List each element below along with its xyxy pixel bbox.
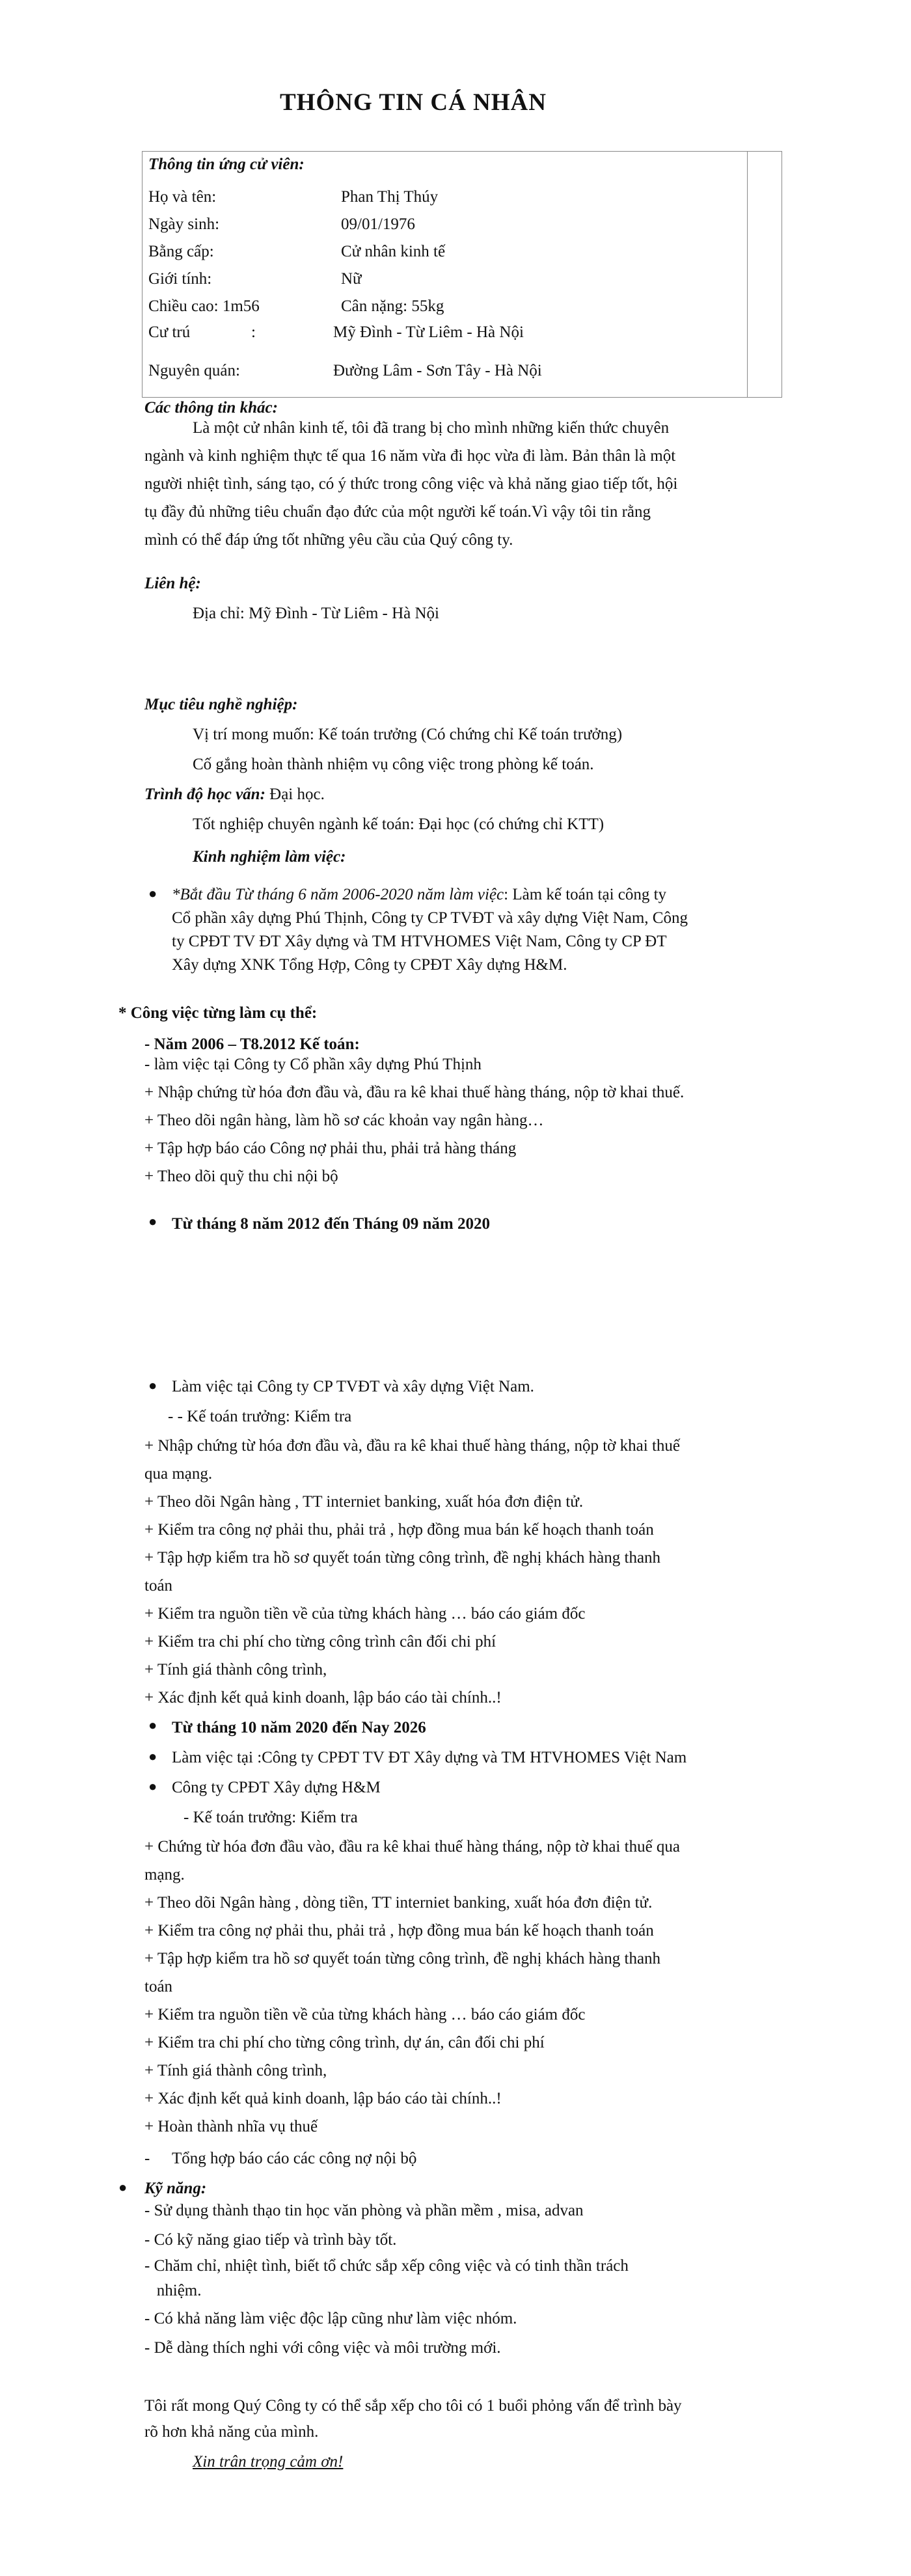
bullet-icon: ● [148,1748,157,1764]
period2-line: toán [144,1577,173,1595]
career-goal-line: Cố gắng hoàn thành nhiệm vụ công việc trong phòng kế toán. [193,756,594,773]
dob-label: Ngày sinh: [148,215,220,233]
experience-bullet-rest: : Làm kế toán tại công ty [504,886,667,903]
thanks-line: Xin trân trọng cảm ơn! [193,2453,344,2471]
period3-line: mạng. [144,1866,185,1884]
bullet-icon: ● [148,1377,157,1393]
period2-line: + Xác định kết quả kinh doanh, lập báo cáo tài chính..! [144,1689,502,1706]
skills-line: - Có khả năng làm việc độc lập cũng như làm việc nhóm. [144,2310,517,2327]
box-divider [747,151,748,397]
other-info-line: ngành và kinh nghiệm thực tế qua 16 năm vừa đi học vừa đi làm. Bản thân là một [144,447,676,465]
other-info-line: người nhiệt tình, sáng tạo, có ý thức trong công việc và khả năng giao tiếp tốt, hội [144,475,678,493]
period2-heading: Từ tháng 8 năm 2012 đến Tháng 09 năm 2020 [172,1215,490,1233]
page-title: THÔNG TIN CÁ NHÂN [280,89,547,116]
contact-heading: Liên hệ: [144,575,201,592]
period3-heading: Từ tháng 10 năm 2020 đến Nay 2026 [172,1719,426,1736]
education-line: Tốt nghiệp chuyên ngành kế toán: Đại học (có chứng chỉ KTT) [193,815,605,833]
skills-line: - Có kỹ năng giao tiếp và trình bày tốt. [144,2231,397,2249]
gender-value: Nữ [341,270,362,288]
bullet-icon: ● [148,885,157,901]
period2-role: - - Kế toán trưởng: Kiểm tra [168,1408,352,1425]
other-info-paragraph [144,414,782,554]
dob-value: 09/01/1976 [341,215,415,233]
bullet-icon: ● [118,2179,128,2195]
career-goal-line: Vị trí mong muốn: Kế toán trưởng (Có chứng chỉ Kế toán trưởng) [193,726,623,743]
education-value: Đại học. [265,786,325,803]
skills-line: nhiệm. [144,2282,202,2299]
residence-colon: : [251,323,256,341]
period1-line: + Tập hợp báo cáo Công nợ phải thu, phải trả hàng tháng [144,1140,517,1157]
experience-bullet-italic: *Bắt đầu Từ tháng 6 năm 2006-2020 năm làm việc [172,886,504,903]
education-heading: Trình độ học vấn: [144,786,265,803]
period3-line: + Xác định kết quả kinh doanh, lập báo cáo tài chính..! [144,2090,502,2107]
period2-company: Làm việc tại Công ty CP TVĐT và xây dựng Việt Nam. [172,1378,534,1395]
bullet-icon: ● [148,1778,157,1794]
name-value: Phan Thị Thúy [341,188,439,206]
period3-line: + Tính giá thành công trình, [144,2062,327,2079]
skills-line: - Dễ dàng thích nghi với công việc và môi trường mới. [144,2339,501,2357]
period2-line: + Nhập chứng từ hóa đơn đầu và, đầu ra kê khai thuế hàng tháng, nộp tờ khai thuế [144,1437,680,1455]
degree-label: Bằng cấp: [148,243,214,260]
other-info-heading: Các thông tin khác: [144,399,278,417]
period3-line: + Kiểm tra chi phí cho từng công trình, dự án, cân đối chi phí [144,2034,545,2051]
experience-bullet-line: Xây dựng XNK Tổng Hợp, Công ty CPĐT Xây dựng H&M. [172,956,567,974]
period3-line: + Kiểm tra công nợ phải thu, phải trả , hợp đồng mua bán kế hoạch thanh toán [144,1922,654,1939]
bullet-icon: ● [148,1213,157,1229]
skills-list [144,2196,629,2363]
period1-line: - làm việc tại Công ty Cổ phần xây dựng Phú Thịnh [144,1056,482,1073]
period3-list [144,1833,680,2141]
skills-line: - Chăm chỉ, nhiệt tình, biết tổ chức sắp xếp công việc và có tinh thần trách [144,2257,629,2275]
experience-bullet-line: ty CPĐT TV ĐT Xây dựng và TM HTVHOMES Việt Nam, Công ty CP ĐT [172,933,667,950]
closing-line: Tôi rất mong Quý Công ty có thể sắp xếp cho tôi có 1 buổi phỏng vấn để trình bày [144,2397,682,2415]
education-row [144,785,325,804]
period2-line: + Kiểm tra chi phí cho từng công trình cân đối chi phí [144,1633,496,1651]
gender-label: Giới tính: [148,270,212,288]
period1-line: + Theo dõi quỹ thu chi nội bộ [144,1168,338,1185]
experience-heading: Kinh nghiệm làm việc: [193,848,346,866]
candidate-heading: Thông tin ứng cử viên: [148,156,305,173]
period3-line: + Kiểm tra nguồn tiền về của từng khách hàng … báo cáo giám đốc [144,2006,586,2023]
hometown-value: Đường Lâm - Sơn Tây - Hà Nội [333,362,542,379]
weight-text: Cân nặng: 55kg [341,297,444,315]
period3-line: + Chứng từ hóa đơn đầu vào, đầu ra kê khai thuế hàng tháng, nộp tờ khai thuế qua [144,1838,681,1856]
residence-label: Cư trú [148,323,191,341]
other-info-line: tụ đầy đủ những tiêu chuẩn đạo đức của một người kế toán.Vì vậy tôi tin rằng [144,503,651,521]
period2-line: + Theo dõi Ngân hàng , TT interniet banking, xuất hóa đơn điện tử. [144,1493,584,1511]
skills-heading: Kỹ năng: [144,2180,207,2197]
period1-heading: - Năm 2006 – T8.2012 Kế toán: [144,1035,360,1053]
period2-line: qua mạng. [144,1465,213,1483]
period1-list [144,1050,684,1190]
other-info-line: Là một cử nhân kinh tế, tôi đã trang bị cho mình những kiến thức chuyên [193,419,670,437]
period2-line: + Kiểm tra nguồn tiền về của từng khách hàng … báo cáo giám đốc [144,1605,586,1623]
period3-line: + Tập hợp kiểm tra hồ sơ quyết toán từng công trình, đề nghị khách hàng thanh [144,1950,661,1967]
period2-line: + Tính giá thành công trình, [144,1661,327,1679]
degree-value: Cử nhân kinh tế [341,243,446,260]
period2-line: + Tập hợp kiểm tra hồ sơ quyết toán từng công trình, đề nghị khách hàng thanh [144,1549,661,1567]
period2-line: + Kiểm tra công nợ phải thu, phải trả , hợp đồng mua bán kế hoạch thanh toán [144,1521,654,1539]
jobs-heading: * Công việc từng làm cụ thể: [118,1004,318,1022]
period2-list [144,1432,680,1712]
period3-line: + Hoàn thành nhĩa vụ thuế [144,2118,318,2135]
residence-value: Mỹ Đình - Từ Liêm - Hà Nội [333,323,524,341]
closing-line: rõ hơn khả năng của mình. [144,2423,319,2441]
bullet-icon: ● [148,1717,157,1733]
contact-address: Địa chỉ: Mỹ Đình - Từ Liêm - Hà Nội [193,605,439,622]
hometown-label: Nguyên quán: [148,362,240,379]
period3-company: Công ty CPĐT Xây dựng H&M [172,1779,381,1796]
experience-bullet-line: Cổ phần xây dựng Phú Thịnh, Công ty CP TVĐT và xây dựng Việt Nam, Công [172,909,688,927]
height-text: Chiều cao: 1m56 [148,297,260,315]
period1-line: + Nhập chứng từ hóa đơn đầu và, đầu ra kê khai thuế hàng tháng, nộp tờ khai thuế. [144,1084,685,1101]
other-info-line: mình có thể đáp ứng tốt những yêu cầu của Quý công ty. [144,531,513,549]
period3-line: + Theo dõi Ngân hàng , dòng tiền, TT interniet banking, xuất hóa đơn điện tử. [144,1894,653,1911]
name-label: Họ và tên: [148,188,217,206]
period3-role: - Kế toán trưởng: Kiểm tra [184,1809,358,1826]
period3-line: toán [144,1978,173,1995]
experience-bullet-line1 [172,885,666,905]
period3-company: Làm việc tại :Công ty CPĐT TV ĐT Xây dựng và TM HTVHOMES Việt Nam [172,1749,687,1766]
skills-line: - Sử dụng thành thạo tin học văn phòng và phần mềm , misa, advan [144,2202,584,2219]
period3-last: Tổng hợp báo cáo các công nợ nội bộ [172,2150,417,2167]
period3-dash: - [144,2150,150,2167]
period1-line: + Theo dõi ngân hàng, làm hồ sơ các khoản vay ngân hàng… [144,1112,544,1129]
career-goal-heading: Mục tiêu nghề nghiệp: [144,696,298,713]
